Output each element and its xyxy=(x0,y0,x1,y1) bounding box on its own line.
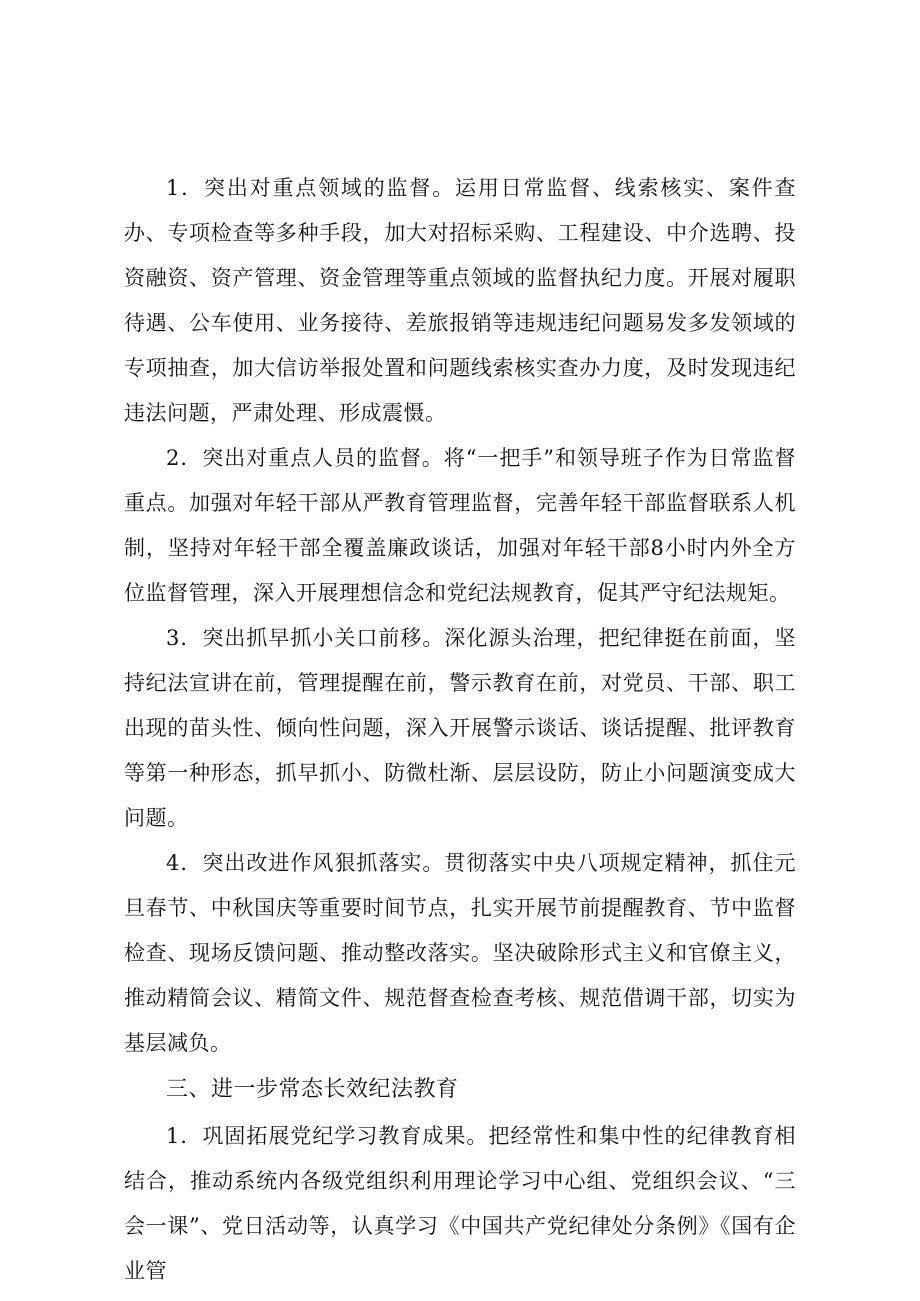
paragraph-early-intervention: 3．突出抓早抓小关口前移。深化源头治理，把纪律挺在前面，坚持纪法宣讲在前，管理提醒在前，警示教育在前，对党员、干部、职工出现的苗头性、倾向性问题，深入开展警示谈话、谈话提醒、批评教育等第一种形态，抓早抓小、防微杜渐、层层设防，防止小问题演变成大问题。 xyxy=(124,626,796,830)
paragraph-consolidate-education: 1．巩固拓展党纪学习教育成果。把经常性和集中性的纪律教育相结合，推动系统内各级党组织利用理论学习中心组、党组织会议、“三会一课”、党日活动等，认真学习《中国共产党纪律处分条例》《国有企业管 xyxy=(124,1124,796,1283)
paragraph-supervision-key-areas: 1．突出对重点领域的监督。运用日常监督、线索核实、案件查办、专项检查等多种手段，加大对招标采购、工程建设、中介选聘、投资融资、资产管理、资金管理等重点领域的监督执纪力度。开展对履职待遇、公车使用、业务接待、差旅报销等违规违纪问题易发多发领域的专项抽查，加大信访举报处置和问题线索核实查办力度，及时发现违纪违法问题，严肃处理、形成震慑。 xyxy=(124,176,796,425)
paragraph-supervision-key-personnel: 2．突出对重点人员的监督。将“一把手”和领导班子作为日常监督重点。加强对年轻干部从严教育管理监督，完善年轻干部监督联系人机制，坚持对年轻干部全覆盖廉政谈话，加强对年轻干部8小时内外全方位监督管理，深入开展理想信念和党纪法规教育，促其严守纪法规矩。 xyxy=(124,446,796,605)
section-heading-discipline-education: 三、进一步常态长效纪法教育 xyxy=(166,1077,459,1102)
document-body xyxy=(124,166,796,1294)
paragraph-work-style: 4．突出改进作风狠抓落实。贯彻落实中央八项规定精神，抓住元旦春节、中秋国庆等重要时间节点，扎实开展节前提醒教育、节中监督检查、现场反馈问题、推动整改落实。坚决破除形式主义和官僚主义，推动精简会议、精简文件、规范督查检查考核、规范借调干部，切实为基层减负。 xyxy=(124,851,796,1055)
